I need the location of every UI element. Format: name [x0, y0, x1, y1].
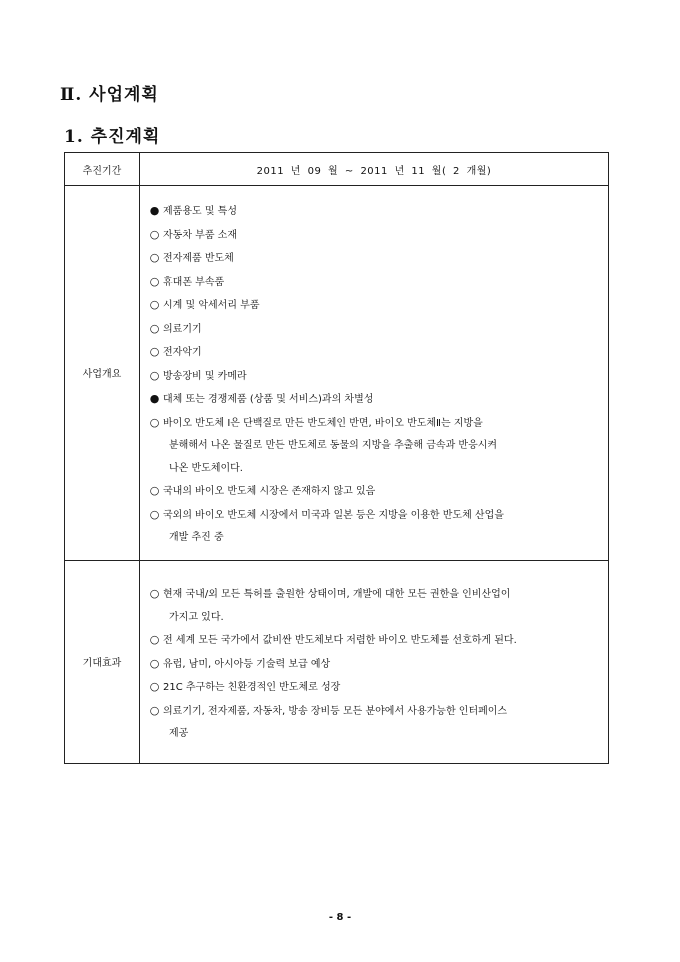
- filled-bullet-icon: ●: [149, 392, 160, 405]
- page-number: - 8 -: [328, 912, 352, 923]
- list-item: [148, 629, 598, 653]
- list-item-text: 분해해서 나온 물질로 만든 반도체로 동물의 지방을 추출해 금속과 반응시켜: [169, 440, 498, 451]
- section-heading: Ⅱ. 사업계획: [60, 85, 159, 105]
- list-item: [148, 341, 598, 365]
- hollow-bullet-icon: ○: [149, 484, 160, 497]
- list-item-text: 방송장비 및 카메라: [163, 370, 247, 382]
- list-item: [148, 318, 598, 342]
- hollow-bullet-icon: ○: [149, 274, 160, 288]
- list-item: [148, 583, 598, 607]
- list-item: [148, 504, 598, 528]
- hollow-bullet-icon: ○: [149, 415, 160, 429]
- list-item: [148, 365, 598, 389]
- list-item: [148, 653, 598, 677]
- hollow-bullet-icon: ○: [149, 345, 160, 358]
- list-item-text: 바이오 반도체 Ⅰ은 단백질로 만든 반도체인 반면, 바이오 반도체Ⅱ는 지방을: [163, 417, 483, 429]
- list-item-text: 유럽, 남미, 아시아등 기술력 보급 예상: [163, 658, 331, 670]
- plan-table: [64, 152, 609, 764]
- hollow-bullet-icon: ○: [149, 227, 160, 241]
- filled-bullet-icon: ●: [149, 204, 160, 217]
- overview-cell: [140, 186, 609, 561]
- hollow-bullet-icon: ○: [149, 298, 160, 311]
- hollow-bullet-icon: ○: [149, 587, 160, 601]
- list-item-text: 제공: [169, 728, 189, 740]
- list-item: [148, 224, 598, 248]
- subsection-heading: 1. 추진계획: [64, 127, 161, 147]
- overview-list: [140, 186, 608, 560]
- effect-list: [140, 567, 608, 756]
- list-item: [148, 271, 598, 295]
- overview-label: 사업개요: [65, 186, 140, 561]
- list-item-text: 개발 추진 중: [169, 532, 224, 543]
- list-item-text: 시계 및 악세서리 부품: [163, 300, 260, 311]
- list-item-text: 전 세계 모든 국가에서 값비싼 반도체보다 저렴한 바이오 반도체를 선호하게 된다.: [163, 635, 517, 647]
- effect-label: 기대효과: [65, 560, 140, 763]
- list-item-text: 의료기기, 전자제품, 자동차, 방송 장비등 모든 분야에서 사용가능한 인터페이스: [163, 705, 508, 717]
- list-item: [148, 458, 598, 481]
- list-item: [148, 723, 598, 746]
- list-item: [148, 412, 598, 436]
- hollow-bullet-icon: ○: [149, 251, 160, 264]
- list-item-text: 나온 반도체이다.: [169, 462, 243, 474]
- hollow-bullet-icon: ○: [149, 321, 160, 335]
- list-item-text: 제품용도 및 특성: [163, 206, 237, 217]
- list-item: [148, 700, 598, 724]
- list-item: [148, 247, 598, 271]
- list-item-text: 의료기기: [163, 323, 202, 335]
- list-item-text: 대체 또는 경쟁제품 (상품 및 서비스)과의 차별성: [163, 394, 374, 405]
- list-item: [148, 480, 598, 504]
- hollow-bullet-icon: ○: [149, 656, 160, 670]
- list-item: [148, 527, 598, 550]
- period-label: 추진기간: [65, 153, 140, 186]
- list-item: [148, 294, 598, 318]
- list-item-text: 전자제품 반도체: [163, 253, 234, 264]
- hollow-bullet-icon: ○: [149, 368, 160, 382]
- list-item-text: 자동차 부품 소재: [163, 229, 237, 241]
- list-item: [148, 200, 598, 224]
- hollow-bullet-icon: ○: [149, 703, 160, 717]
- list-item: [148, 607, 598, 630]
- hollow-bullet-icon: ○: [149, 633, 160, 647]
- list-item-text: 21C 추구하는 친환경적인 반도체로 성장: [163, 682, 341, 694]
- list-item-text: 전자악기: [163, 347, 202, 358]
- list-item-text: 현재 국내/외 모든 특허를 출원한 상태이며, 개발에 대한 모든 권한을 인비산업이: [163, 589, 511, 601]
- period-value: 2011 년 09 월 ~ 2011 년 11 월( 2 개월): [140, 153, 609, 186]
- list-item-text: 국외의 바이오 반도체 시장에서 미국과 일본 등은 지방을 이용한 반도체 산업을: [163, 509, 504, 521]
- hollow-bullet-icon: ○: [149, 507, 160, 521]
- list-item: [148, 388, 598, 412]
- list-item: [148, 676, 598, 700]
- list-item-text: 가지고 있다.: [169, 611, 224, 623]
- hollow-bullet-icon: ○: [149, 680, 160, 694]
- effect-cell: [140, 560, 609, 763]
- list-item-text: 휴대폰 부속품: [163, 276, 225, 288]
- list-item: [148, 435, 598, 458]
- list-item-text: 국내의 바이오 반도체 시장은 존재하지 않고 있음: [163, 486, 376, 497]
